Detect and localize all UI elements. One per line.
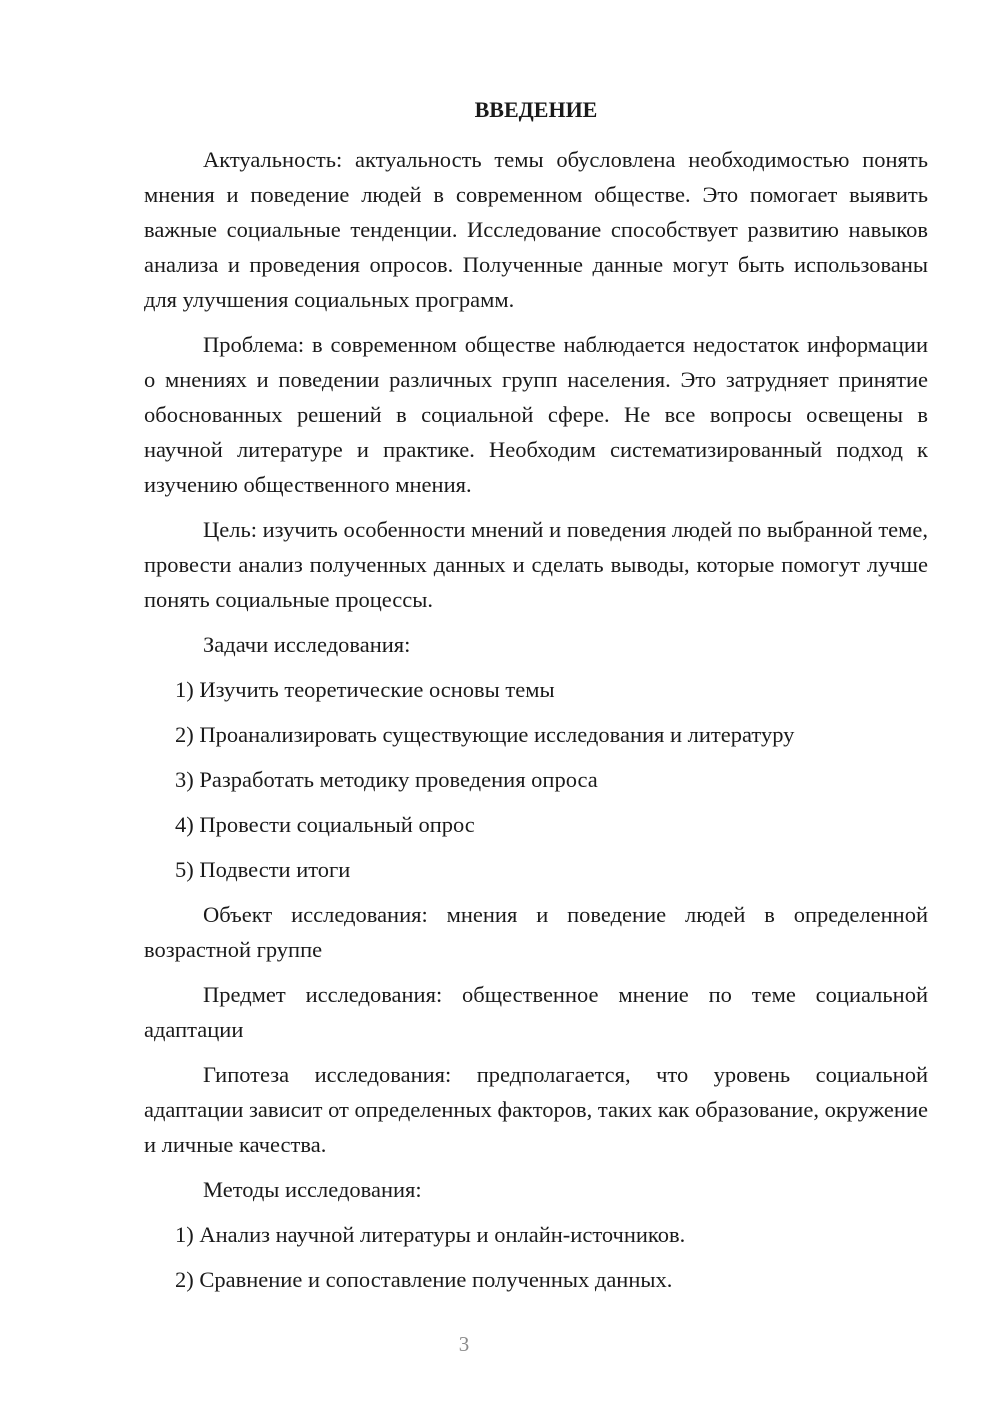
paragraph-problem: Проблема: в современном обществе наблюдается недостаток информации о мнениях и поведении различных групп населения. Это затрудняет принятие обоснованных решений в социальной сфере. Не все вопросы освещены в научной литературе и практике. Необходим систематизированный подход к изучению общественного мнения. — [144, 332, 928, 497]
task-item-2: 2) Проанализировать существующие исследования и литературу — [175, 722, 795, 747]
paragraph-goal: Цель: изучить особенности мнений и поведения людей по выбранной теме, провести анализ полученных данных и сделать выводы, которые помогут лучше понять социальные процессы. — [144, 517, 928, 612]
section-title: ВВЕДЕНИЕ — [474, 97, 598, 122]
method-item-1: 1) Анализ научной литературы и онлайн-источников. — [175, 1222, 686, 1247]
task-item-1: 1) Изучить теоретические основы темы — [175, 677, 555, 702]
paragraph-subject: Предмет исследования: общественное мнение по теме социальной адаптации — [144, 982, 928, 1042]
page-number: 3 — [458, 1332, 470, 1356]
task-item-5: 5) Подвести итоги — [175, 857, 351, 882]
method-item-2: 2) Сравнение и сопоставление полученных данных. — [175, 1267, 673, 1292]
paragraph-relevance: Актуальность: актуальность темы обусловлена необходимостью понять мнения и поведение людей в современном обществе. Это помогает выявить важные социальные тенденции. Исследование способствует развитию навыков анализа и проведения опросов. Полученные данные могут быть использованы для улучшения социальных программ. — [144, 147, 928, 312]
methods-list — [144, 1217, 928, 1297]
paragraph-hypothesis: Гипотеза исследования: предполагается, что уровень социальной адаптации зависит от определенных факторов, таких как образование, окружение и личные качества. — [144, 1062, 928, 1157]
tasks-list — [144, 672, 928, 887]
tasks-heading: Задачи исследования: — [203, 632, 411, 657]
task-item-3: 3) Разработать методику проведения опроса — [175, 767, 598, 792]
methods-heading: Методы исследования: — [203, 1177, 422, 1202]
page-content — [144, 94, 928, 1307]
task-item-4: 4) Провести социальный опрос — [175, 812, 475, 837]
paragraph-object: Объект исследования: мнения и поведение людей в определенной возрастной группе — [144, 902, 928, 962]
